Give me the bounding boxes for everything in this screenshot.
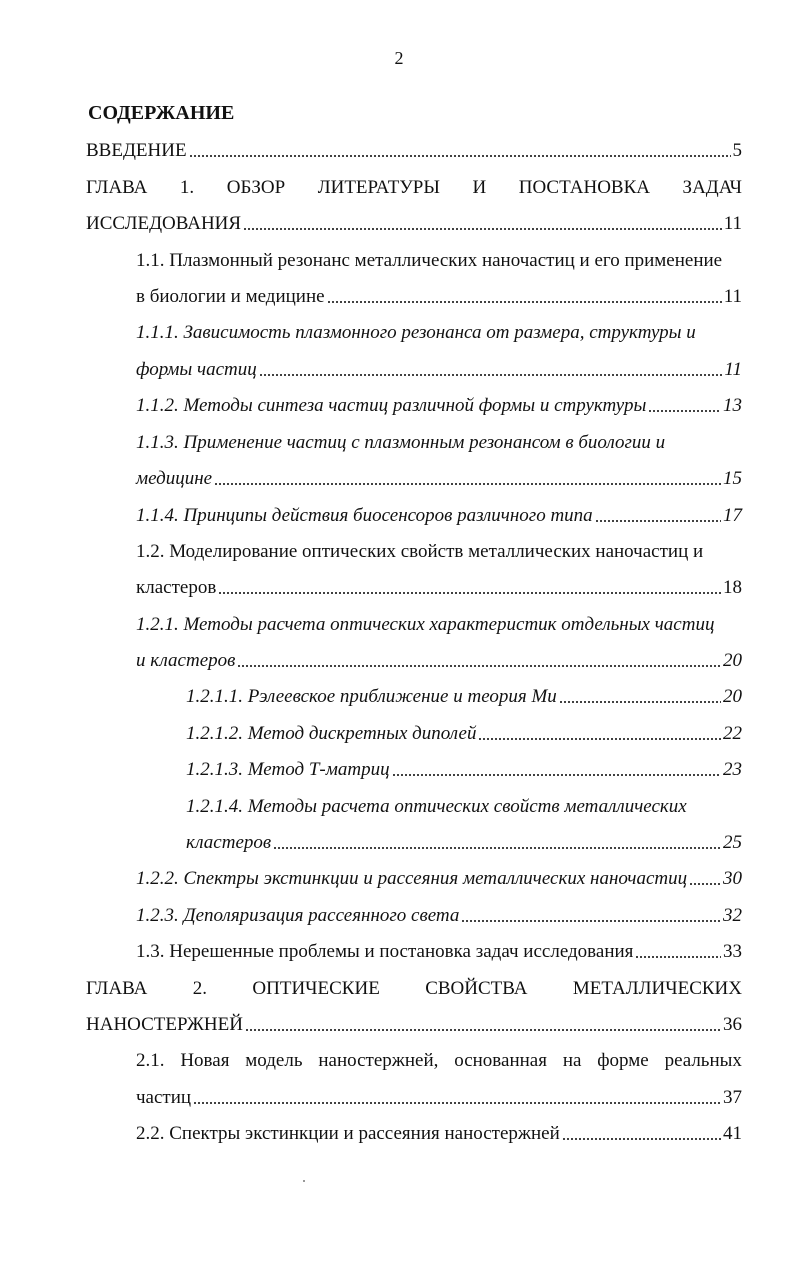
toc-entry-2-1-line1[interactable] — [136, 1048, 742, 1074]
toc-page: 32 — [723, 905, 742, 926]
toc-page: 5 — [732, 140, 742, 161]
toc-title: 1.2.3. Деполяризация рассеянного света — [136, 905, 460, 926]
dot-leader — [193, 1102, 721, 1104]
dot-leader — [595, 520, 721, 522]
toc-page: 33 — [723, 941, 742, 962]
toc-entry-1-2-1-3[interactable] — [186, 757, 742, 783]
toc-title: и кластеров — [136, 650, 236, 671]
toc-entry-1-1-3-line1[interactable] — [136, 430, 742, 456]
toc-entry-1-2[interactable] — [136, 575, 742, 601]
toc-title: 1.1.1. Зависимость плазмонного резонанса от размера, структуры и — [136, 322, 696, 343]
toc-word: 1. — [179, 177, 195, 198]
page-number: 2 — [394, 48, 404, 68]
toc-entry-2-2[interactable] — [136, 1121, 742, 1147]
dot-leader — [478, 738, 721, 740]
toc-word: 2.1. — [136, 1050, 165, 1071]
toc-title: частиц — [136, 1087, 192, 1108]
toc-page: 17 — [723, 505, 742, 526]
toc-word: ОБЗОР — [226, 177, 286, 198]
toc-title: 1.2.1.3. Метод Т-матриц — [186, 759, 390, 780]
toc-page: 18 — [723, 577, 742, 598]
toc-entry-1-3[interactable] — [136, 939, 742, 965]
toc-page: 11 — [724, 359, 742, 380]
dot-leader — [273, 847, 721, 849]
toc-word: ЗАДАЧ — [682, 177, 742, 198]
toc-title: 2.2. Спектры экстинкции и рассеяния наностержней — [136, 1123, 560, 1144]
toc-title: ВВЕДЕНИЕ — [86, 140, 187, 161]
toc-entry-1-2-1[interactable] — [136, 648, 742, 674]
toc-word: основанная — [454, 1050, 547, 1071]
toc-word: МЕТАЛЛИЧЕСКИХ — [572, 978, 742, 999]
toc-entry-chapter-1[interactable] — [86, 211, 742, 237]
toc-entry-1-1[interactable] — [136, 284, 742, 310]
toc-word: на — [562, 1050, 582, 1071]
toc-word: реальных — [664, 1050, 742, 1071]
toc-title: 1.2.1.2. Метод дискретных диполей — [186, 723, 477, 744]
toc-entry-1-1-2[interactable] — [136, 393, 742, 419]
toc-title: кластеров — [136, 577, 217, 598]
toc-word: СВОЙСТВА — [425, 978, 528, 999]
toc-title: 1.1.4. Принципы действия биосенсоров различного типа — [136, 505, 593, 526]
dot-leader — [392, 774, 721, 776]
dot-leader — [559, 701, 721, 703]
toc-page: 13 — [723, 395, 742, 416]
toc-title: медицине — [136, 468, 213, 489]
toc-entry-2-1[interactable] — [136, 1085, 742, 1111]
toc-entry-chapter-2[interactable] — [86, 1012, 742, 1038]
dot-leader — [189, 155, 731, 157]
toc-title: 1.2.1.4. Методы расчета оптических свойств металлических — [186, 796, 687, 817]
dot-leader — [648, 410, 721, 412]
toc-entry-1-2-1-4-line1[interactable] — [186, 794, 742, 820]
toc-heading: СОДЕРЖАНИЕ — [88, 102, 235, 124]
scan-speck — [303, 1180, 305, 1182]
toc-title: кластеров — [186, 832, 272, 853]
toc-page: 11 — [723, 213, 742, 234]
toc-page: 37 — [723, 1087, 742, 1108]
toc-word: ГЛАВА — [86, 978, 148, 999]
dot-leader — [218, 592, 721, 594]
dot-leader — [214, 483, 721, 485]
dot-leader — [635, 956, 721, 958]
toc-title: 1.2. Моделирование оптических свойств металлических наночастиц и — [136, 541, 704, 562]
toc-page: 25 — [723, 832, 742, 853]
toc-entry-1-2-1-2[interactable] — [186, 721, 742, 747]
toc-page: 20 — [723, 686, 742, 707]
toc-title: формы частиц — [136, 359, 257, 380]
dot-leader — [689, 883, 721, 885]
toc-page: 23 — [723, 759, 742, 780]
toc-title: 1.3. Нерешенные проблемы и постановка задач исследования — [136, 941, 634, 962]
toc-word: ЛИТЕРАТУРЫ — [317, 177, 440, 198]
toc-word: ПОСТАНОВКА — [518, 177, 650, 198]
toc-title: НАНОСТЕРЖНЕЙ — [86, 1014, 243, 1035]
toc-word: ОПТИЧЕСКИЕ — [252, 978, 380, 999]
toc-word: 2. — [192, 978, 208, 999]
dot-leader — [562, 1138, 721, 1140]
dot-leader — [245, 1029, 721, 1031]
toc-title: 1.1.2. Методы синтеза частиц различной формы и структуры — [136, 395, 647, 416]
toc-word: И — [472, 177, 487, 198]
toc-entry-1-1-3[interactable] — [136, 466, 742, 492]
toc-page: 41 — [723, 1123, 742, 1144]
dot-leader — [259, 374, 723, 376]
toc-title: ИССЛЕДОВАНИЯ — [86, 213, 242, 234]
toc-page: 36 — [723, 1014, 742, 1035]
toc-title: 1.2.1.1. Рэлеевское приближение и теория Ми — [186, 686, 557, 707]
toc-entry-1-2-1-1[interactable] — [186, 684, 742, 710]
toc-entry-1-2-1-4[interactable] — [186, 830, 742, 856]
toc-title: 1.2.2. Спектры экстинкции и рассеяния металлических наночастиц — [136, 868, 688, 889]
toc-page: 20 — [723, 650, 742, 671]
toc-entry-1-1-line1[interactable] — [136, 248, 742, 274]
toc-title: в биологии и медицине — [136, 286, 325, 307]
toc-entry-intro[interactable] — [86, 138, 742, 164]
toc-word: наностержней, — [318, 1050, 439, 1071]
toc-page: 30 — [723, 868, 742, 889]
toc-entry-chapter-1-line1[interactable] — [86, 175, 742, 201]
toc-title: 1.1.3. Применение частиц с плазмонным резонансом в биологии и — [136, 432, 666, 453]
toc-entry-1-2-3[interactable] — [136, 903, 742, 929]
toc-entry-1-2-2[interactable] — [136, 866, 742, 892]
toc-page: 11 — [723, 286, 742, 307]
toc-entry-1-1-4[interactable] — [136, 503, 742, 529]
toc-page: 22 — [723, 723, 742, 744]
dot-leader — [243, 228, 722, 230]
toc-word: Новая — [180, 1050, 230, 1071]
toc-entry-1-2-line1[interactable] — [136, 539, 742, 565]
toc-title: 1.2.1. Методы расчета оптических характеристик отдельных частиц — [136, 614, 715, 635]
dot-leader — [461, 920, 721, 922]
dot-leader — [237, 665, 721, 667]
toc-entry-1-2-1-line1[interactable] — [136, 612, 742, 638]
dot-leader — [327, 301, 722, 303]
toc-entry-1-1-1-line1[interactable] — [136, 320, 742, 346]
toc-word: ГЛАВА — [86, 177, 148, 198]
toc-title: 1.1. Плазмонный резонанс металлических наночастиц и его применение — [136, 250, 723, 271]
toc-word: форме — [597, 1050, 649, 1071]
toc-entry-chapter-2-line1[interactable] — [86, 976, 742, 1002]
toc-page: 15 — [723, 468, 742, 489]
toc-word: модель — [245, 1050, 303, 1071]
toc-entry-1-1-1[interactable] — [136, 357, 742, 383]
